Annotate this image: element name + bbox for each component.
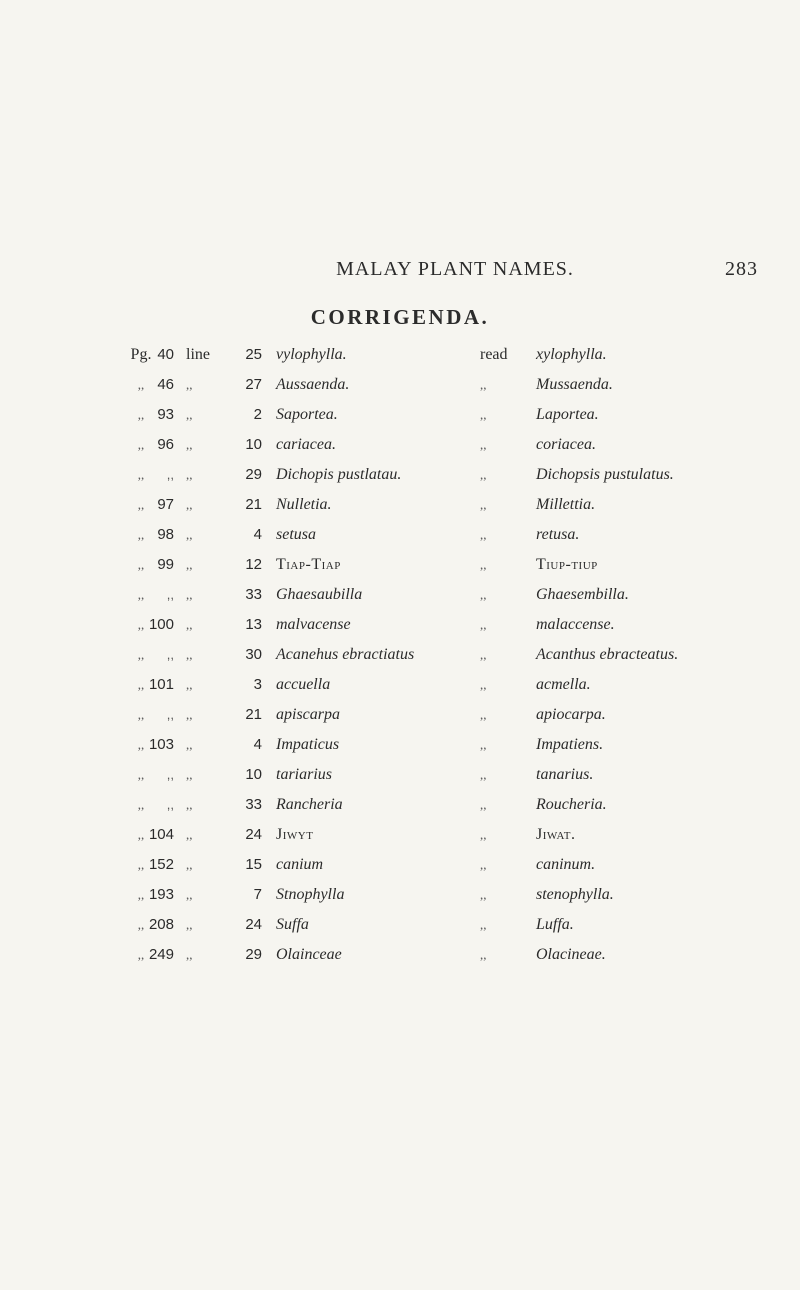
page-label: ,, [137,767,145,782]
running-header [0,258,800,288]
corrigenda-row [0,910,800,940]
corrected-text: caninum. [536,856,596,873]
line-number-cell: 21 [245,496,262,513]
corrected-text: acmella. [536,676,591,693]
line-number-cell: 13 [245,616,262,633]
line-number-cell: 21 [245,706,262,723]
corrected-text: Luffa. [536,916,574,933]
read-label: ,, [480,527,487,542]
page-label: ,, [137,407,145,422]
erroneous-text: Ghaesaubilla [276,586,363,603]
corrected-text: malaccense. [536,616,615,633]
running-title: MALAY PLANT NAMES. [336,258,574,280]
line-label: ,, [186,797,193,812]
page-number-cell: 101 [148,676,174,693]
corrigenda-row [0,730,800,760]
corrigenda-row [0,820,800,850]
corrected-text: apiocarpa. [536,706,606,723]
read-label: ,, [480,377,487,392]
read-label: ,, [480,827,487,842]
read-label: ,, [480,917,487,932]
erroneous-text: Dichopis pustlatau. [276,466,402,483]
corrigenda-row [0,550,800,580]
read-label: ,, [480,707,487,722]
line-label: ,, [186,767,193,782]
page-number-cell: 208 [148,916,174,933]
corrigenda-row [0,940,800,970]
corrigenda-row [0,490,800,520]
page-number-cell: ,, [166,707,174,722]
line-number-cell: 3 [253,676,262,693]
page-number: 283 [725,258,758,280]
corrected-text: Laportea. [536,406,599,423]
line-label: ,, [186,887,193,902]
erroneous-text: Rancheria [276,796,343,813]
line-label: ,, [186,947,193,962]
line-label: ,, [186,467,193,482]
read-label: ,, [480,947,487,962]
page-label: ,, [137,917,145,932]
read-label: ,, [480,857,487,872]
corrected-text: Acanthus ebracteatus. [536,646,679,663]
read-label: ,, [480,497,487,512]
page-number-cell: 97 [157,496,174,513]
corrigenda-row [0,520,800,550]
read-label: ,, [480,407,487,422]
page-number-cell: ,, [166,797,174,812]
line-number-cell: 25 [245,346,262,363]
section-title: CORRIGENDA. [310,305,490,329]
corrigenda-row [0,430,800,460]
corrigenda-row [0,370,800,400]
line-label: ,, [186,437,193,452]
line-number-cell: 12 [245,556,262,573]
line-label: ,, [186,647,193,662]
page-number-cell: 249 [148,946,174,963]
corrigenda-row [0,580,800,610]
erroneous-text: canium [276,856,324,873]
read-label: ,, [480,557,487,572]
corrected-text: Mussaenda. [536,376,613,393]
read-label: ,, [480,737,487,752]
corrected-text: Ghaesembilla. [536,586,629,603]
erroneous-text: Suffa [276,916,309,933]
corrigenda-row [0,670,800,700]
page-number-cell: 93 [157,406,174,423]
page-label: ,, [137,797,145,812]
line-label: ,, [186,377,193,392]
line-label: ,, [186,917,193,932]
line-label: ,, [186,617,193,632]
corrected-text: retusa. [536,526,580,543]
line-number-cell: 2 [253,406,262,423]
read-label: ,, [480,587,487,602]
line-label: ,, [186,857,193,872]
line-label: line [186,346,210,363]
corrigenda-row [0,340,800,370]
corrigenda-row [0,400,800,430]
line-number-cell: 33 [245,796,262,813]
line-number-cell: 10 [245,436,262,453]
corrected-text: Jiwat. [536,826,576,843]
read-label: ,, [480,467,487,482]
corrected-text: tanarius. [536,766,594,783]
read-label: ,, [480,887,487,902]
page-number-cell: 99 [157,556,174,573]
erroneous-text: apiscarpa [276,706,340,723]
page-label: ,, [137,737,145,752]
page-number-cell: 98 [157,526,174,543]
page-label: ,, [137,467,145,482]
page-label: ,, [137,437,145,452]
erroneous-text: Jiwyt [276,826,314,843]
page-number-cell: 46 [157,376,174,393]
read-label: ,, [480,437,487,452]
line-number-cell: 29 [245,946,262,963]
erroneous-text: Acanehus ebractiatus [276,646,415,663]
erroneous-text: Stnophylla [276,886,345,903]
erroneous-text: Tiap-Tiap [276,556,341,573]
page-label: ,, [137,707,145,722]
read-label: ,, [480,617,487,632]
corrected-text: coriacea. [536,436,596,453]
page-label: ,, [137,647,145,662]
page-label: ,, [137,857,145,872]
corrected-text: xylophylla. [536,346,607,363]
line-label: ,, [186,677,193,692]
corrigenda-row [0,760,800,790]
line-label: ,, [186,737,193,752]
line-number-cell: 4 [253,526,262,543]
page-label: ,, [137,557,145,572]
page-number-cell: ,, [166,767,174,782]
erroneous-text: Aussaenda. [276,376,350,393]
read-label: ,, [480,647,487,662]
erroneous-text: accuella [276,676,331,693]
erroneous-text: Impaticus [276,736,340,753]
read-label: ,, [480,797,487,812]
erroneous-text: cariacea. [276,436,336,453]
corrected-text: Olacineae. [536,946,606,963]
read-label: ,, [480,677,487,692]
page-number-cell: ,, [166,587,174,602]
line-number-cell: 29 [245,466,262,483]
line-number-cell: 24 [245,826,262,843]
page-number-cell: ,, [166,467,174,482]
page-label: ,, [137,677,145,692]
line-number-cell: 4 [253,736,262,753]
corrected-text: Roucheria. [536,796,607,813]
page-number-cell: 104 [148,826,174,843]
line-number-cell: 33 [245,586,262,603]
erroneous-text: tariarius [276,766,333,783]
read-label: ,, [480,767,487,782]
page-number-cell: 193 [148,886,174,903]
corrected-text: Dichopsis pustulatus. [536,466,674,483]
page-number-cell: 103 [148,736,174,753]
erroneous-text: vylophylla. [276,346,347,363]
page-label: ,, [137,617,145,632]
page-number-cell: 40 [157,346,174,363]
line-number-cell: 7 [253,886,262,903]
corrigenda-row [0,460,800,490]
corrected-text: Millettia. [536,496,596,513]
page-label: ,, [137,827,145,842]
read-label: read [480,346,508,363]
corrected-text: stenophylla. [536,886,614,903]
page-number-cell: ,, [166,647,174,662]
line-label: ,, [186,407,193,422]
corrigenda-row [0,640,800,670]
page-number-cell: 152 [148,856,174,873]
corrigenda-row [0,610,800,640]
erroneous-text: Nulletia. [276,496,332,513]
line-label: ,, [186,707,193,722]
corrected-text: Tiup-tiup [536,556,598,573]
corrigenda-list [0,340,800,970]
erroneous-text: Olainceae [276,946,342,963]
line-label: ,, [186,497,193,512]
line-label: ,, [186,587,193,602]
corrigenda-row [0,700,800,730]
line-number-cell: 15 [245,856,262,873]
page-label: Pg. [130,346,152,363]
erroneous-text: setusa [276,526,316,543]
line-label: ,, [186,557,193,572]
line-label: ,, [186,827,193,842]
line-number-cell: 10 [245,766,262,783]
page-label: ,, [137,947,145,962]
erroneous-text: malvacense [276,616,351,633]
corrigenda-row [0,880,800,910]
erroneous-text: Saportea. [276,406,338,423]
corrected-text: Impatiens. [536,736,604,753]
page-label: ,, [137,887,145,902]
line-number-cell: 27 [245,376,262,393]
page-number-cell: 100 [148,616,174,633]
corrigenda-row [0,850,800,880]
line-number-cell: 24 [245,916,262,933]
page-label: ,, [137,527,145,542]
line-label: ,, [186,527,193,542]
corrigenda-row [0,790,800,820]
page-label: ,, [137,377,145,392]
page-label: ,, [137,497,145,512]
page-label: ,, [137,587,145,602]
line-number-cell: 30 [245,646,262,663]
page-number-cell: 96 [157,436,174,453]
